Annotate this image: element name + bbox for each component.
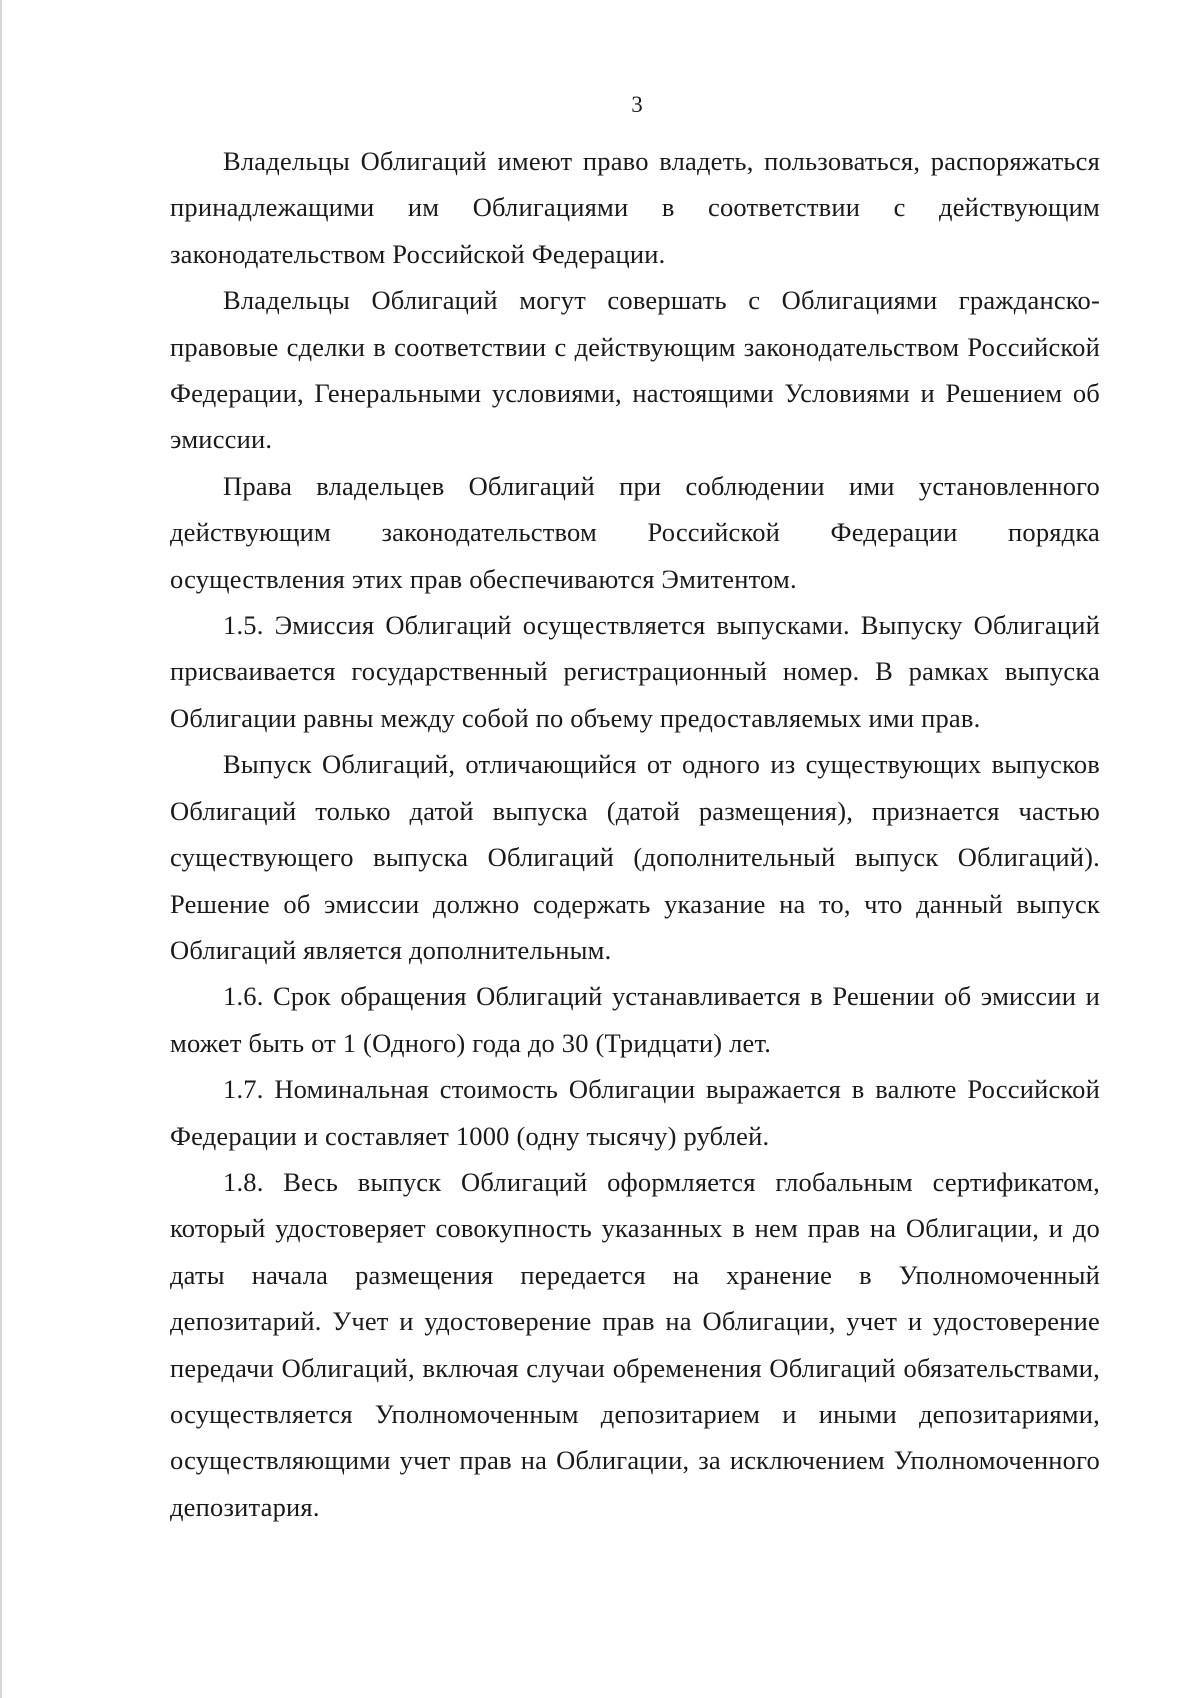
paragraph-clause-1-5: 1.5. Эмиссия Облигаций осуществляется выпусками. Выпуску Облигаций присваивается государственный регистрационный номер. В рамках выпуска Облигации равны между собой по объему предоставляемых ими прав. xyxy=(170,610,1100,733)
page-number: 3 xyxy=(631,92,643,117)
paragraph-clause-1-6: 1.6. Срок обращения Облигаций устанавливается в Решении об эмиссии и может быть от 1 (Одного) года до 30 (Тридцати) лет. xyxy=(170,981,1100,1058)
paragraph-additional-issue: Выпуск Облигаций, отличающийся от одного из существующих выпусков Облигаций только датой выпуска (датой размещения), признается частью существующего выпуска Облигаций (дополнительный выпуск Облигаций). Решение об эмиссии должно содержать указание на то, что данный выпуск Облигаций является дополнительным. xyxy=(170,749,1100,965)
paragraph-clause-1-7: 1.7. Номинальная стоимость Облигации выражается в валюте Российской Федерации и составляет 1000 (одну тысячу) рублей. xyxy=(170,1074,1100,1151)
paragraph-civil-transactions: Владельцы Облигаций могут совершать с Облигациями гражданско-правовые сделки в соответствии с действующим законодательством Российской Федерации, Генеральными условиями, настоящими Условиями и Решением об эмиссии. xyxy=(170,285,1100,455)
paragraph-owners-rights: Владельцы Облигаций имеют право владеть, пользоваться, распоряжаться принадлежащими им Облигациями в соответствии с действующим законодательством Российской Федерации. xyxy=(170,146,1100,269)
document-body xyxy=(170,138,1100,1530)
paragraph-clause-1-8: 1.8. Весь выпуск Облигаций оформляется глобальным сертификатом, который удостоверяет совокупность указанных в нем прав на Облигации, и до даты начала размещения передается на хранение в Уполномоченный депозитарий. Учет и удостоверение прав на Облигации, учет и удостоверение передачи Облигаций, включая случаи обременения Облигаций обязательствами, осуществляется Уполномоченным депозитарием и иными депозитариями, осуществляющими учет прав на Облигации, за исключением Уполномоченного депозитария. xyxy=(170,1166,1100,1522)
paragraph-rights-ensured: Права владельцев Облигаций при соблюдении ими установленного действующим законодательством Российской Федерации порядка осуществления этих прав обеспечиваются Эмитентом. xyxy=(170,470,1100,594)
